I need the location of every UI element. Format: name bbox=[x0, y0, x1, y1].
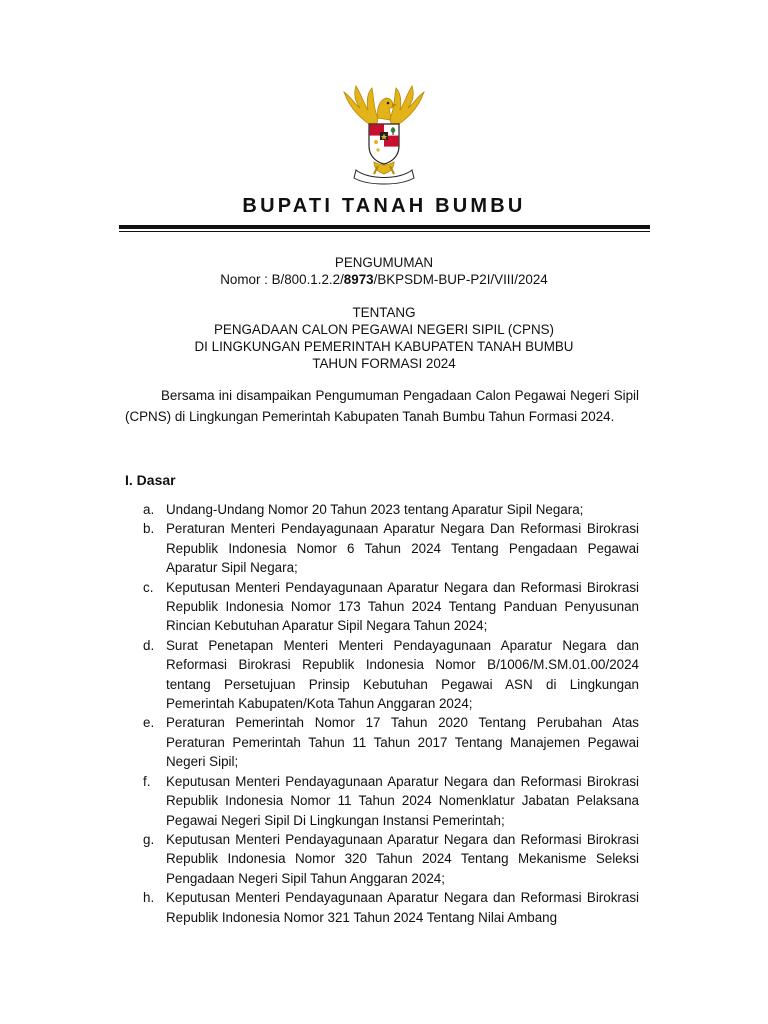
list-item bbox=[125, 636, 639, 714]
list-item-text: Surat Penetapan Menteri Menteri Pendayagunaan Aparatur Negara dan Reformasi Birokrasi Republik Indonesia Nomor B/1006/M.SM.01.00/2024 tentang Persetujuan Prinsip Kebutuhan Pegawai ASN di Lingkungan Pemerintah Kabupaten/Kota Tahun Anggaran 2024; bbox=[166, 637, 639, 712]
garuda-emblem-icon bbox=[334, 84, 434, 188]
list-marker: e. bbox=[143, 715, 155, 731]
legal-basis-list bbox=[125, 500, 639, 927]
number-prefix: Nomor : B/800.1.2.2/ bbox=[220, 272, 344, 287]
subject-line-1: PENGADAAN CALON PEGAWAI NEGERI SIPIL (CPNS) bbox=[213, 322, 555, 337]
list-marker: d. bbox=[143, 637, 155, 653]
list-marker: g. bbox=[143, 831, 155, 847]
header-rule-thin bbox=[119, 231, 650, 232]
about-label: TENTANG bbox=[352, 305, 416, 320]
list-item bbox=[125, 772, 639, 830]
list-item bbox=[125, 578, 639, 636]
list-marker: a. bbox=[143, 502, 155, 517]
list-item-text: Peraturan Pemerintah Nomor 17 Tahun 2020 Tentang Perubahan Atas Peraturan Pemerintah Tahun 11 Tahun 2017 Tentang Manajemen Pegawai Negeri Sipil; bbox=[166, 715, 639, 770]
subject-line-3: TAHUN FORMASI 2024 bbox=[312, 356, 456, 371]
list-marker: f. bbox=[143, 773, 151, 789]
list-marker: b. bbox=[143, 521, 155, 537]
list-item-text: Keputusan Menteri Pendayagunaan Aparatur Negara dan Reformasi Birokrasi Republik Indonesia Nomor 320 Tahun 2024 Tentang Mekanisme Seleksi Pengadaan Negeri Sipil Tahun Anggaran 2024; bbox=[166, 831, 639, 886]
list-item-text: Keputusan Menteri Pendayagunaan Aparatur Negara dan Reformasi Birokrasi Republik Indonesia Nomor 173 Tahun 2024 Tentang Panduan Penyusunan Rincian Kebutuhan Aparatur Sipil Negara Tahun 2024; bbox=[166, 579, 639, 634]
document-title: BUPATI TANAH BUMBU bbox=[242, 195, 526, 217]
announcement-number bbox=[0, 272, 768, 288]
list-item bbox=[125, 888, 639, 927]
list-item-text: Peraturan Menteri Pendayagunaan Aparatur Negara Dan Reformasi Birokrasi Republik Indonesia Nomor 6 Tahun 2024 Tentang Pengadaan Pegawai Aparatur Sipil Negara; bbox=[166, 521, 639, 576]
list-item bbox=[125, 830, 639, 888]
list-item bbox=[125, 519, 639, 577]
list-item-text: Keputusan Menteri Pendayagunaan Aparatur Negara dan Reformasi Birokrasi Republik Indonesia Nomor 11 Tahun 2024 Nomenklatur Jabatan Pelaksana Pegawai Negeri Sipil Di Lingkungan Instansi Pemerintah; bbox=[166, 773, 639, 828]
subject-line-2: DI LINGKUNGAN PEMERINTAH KABUPATEN TANAH BUMBU bbox=[194, 339, 574, 354]
number-bold: 8973 bbox=[343, 272, 374, 287]
list-marker: h. bbox=[143, 890, 155, 906]
intro-paragraph: Bersama ini disampaikan Pengumuman Pengadaan Calon Pegawai Negeri Sipil (CPNS) di Lingkungan Pemerintah Kabupaten Tanah Bumbu Tahun Formasi 2024. bbox=[125, 388, 639, 424]
list-marker: c. bbox=[143, 579, 154, 595]
list-item-text: Keputusan Menteri Pendayagunaan Aparatur Negara dan Reformasi Birokrasi Republik Indonesia Nomor 321 Tahun 2024 Tentang Nilai Ambang bbox=[166, 890, 639, 925]
section-title: I. Dasar bbox=[125, 472, 176, 488]
announcement-heading: PENGUMUMAN bbox=[334, 255, 434, 270]
header-rule-thick bbox=[119, 225, 650, 229]
list-item bbox=[125, 500, 639, 519]
number-suffix: /BKPSDM-BUP-P2I/VIII/2024 bbox=[373, 272, 548, 287]
list-item-text: Undang-Undang Nomor 20 Tahun 2023 tentang Aparatur Sipil Negara; bbox=[166, 502, 584, 517]
list-item bbox=[125, 713, 639, 771]
